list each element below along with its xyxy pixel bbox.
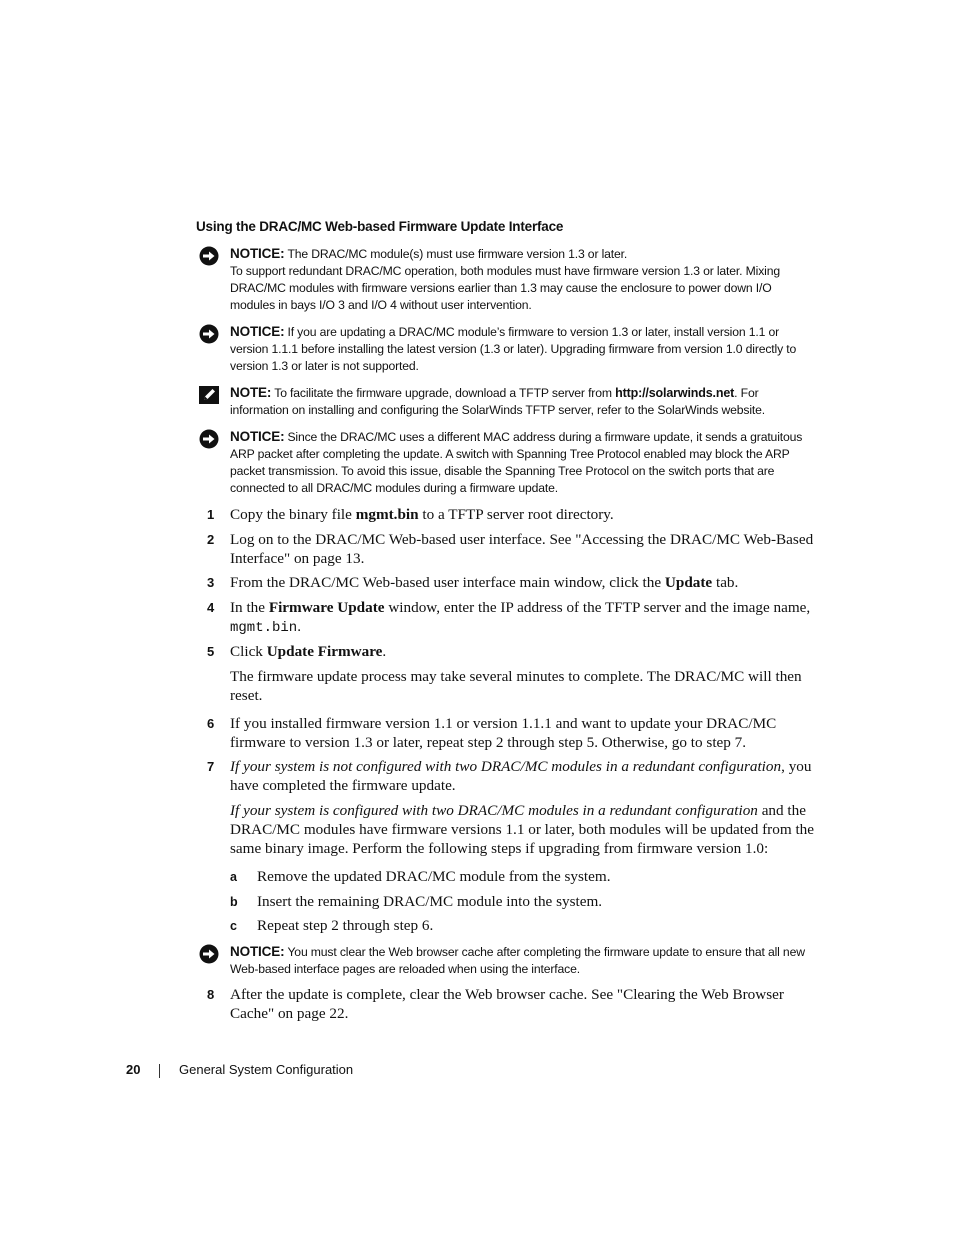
- step-6: [196, 714, 814, 752]
- step-1: [196, 505, 814, 524]
- step-text: After the update is complete, clear the Web browser cache. See "Clearing the Web Browser Cache" on page 22.: [230, 986, 784, 1022]
- step-text: tab.: [712, 574, 739, 591]
- notice-label: NOTICE:: [230, 944, 285, 959]
- step-text: , you have completed the firmware update.: [230, 758, 812, 794]
- notice-label: NOTICE:: [230, 246, 285, 261]
- step-2: [196, 530, 814, 568]
- notice-browser-cache: [196, 943, 814, 978]
- note-pencil-icon: [198, 385, 220, 405]
- file-name: mgmt.bin: [355, 506, 419, 523]
- step-text: to a TFTP server root directory.: [418, 506, 614, 523]
- step-number: 1: [207, 507, 215, 522]
- solarwinds-link[interactable]: http://solarwinds.net: [615, 386, 735, 400]
- notice-mac-address: [196, 428, 814, 497]
- step-3: [196, 573, 814, 592]
- notice-upgrade-path: [196, 323, 814, 375]
- step-7: [196, 757, 814, 795]
- step-text: In the: [230, 599, 269, 616]
- note-text-before: To facilitate the firmware upgrade, download a TFTP server from: [274, 386, 616, 400]
- step-number: 5: [207, 644, 215, 659]
- step-number: 4: [207, 600, 215, 615]
- notice-label: NOTICE:: [230, 324, 285, 339]
- image-name-code: mgmt.bin: [230, 620, 298, 636]
- step-8: [196, 985, 814, 1023]
- step-condition: If your system is configured with two DRAC/MC modules in a redundant configuration: [230, 802, 758, 819]
- step-7-redundant-note: [230, 801, 814, 858]
- notice-text: If you are updating a DRAC/MC module’s firmware to version 1.3 or later, install version 1.1 or version 1.1.1 before installing the latest version (1.3 or later). Upgrading firmware from version 1.0 directly to version 1.3 or later is not supported.: [230, 325, 797, 373]
- note-text-after: . For information on installing and configuring the SolarWinds TFTP server, refer to the SolarWinds website.: [230, 386, 765, 417]
- notice-arrow-icon: [198, 324, 220, 344]
- note-tftp-server: [196, 384, 814, 419]
- step-text: and the DRAC/MC modules have firmware versions 1.1 or later, both modules will be updated from the same binary image. Perform the following steps if upgrading from firmware version 1.0:: [230, 802, 814, 857]
- note-label: NOTE:: [230, 385, 272, 400]
- step-number: 3: [207, 575, 215, 590]
- notice-text: Since the DRAC/MC uses a different MAC address during a firmware update, it sends a gratuitous ARP packet after completing the update. A switch with Spanning Tree Protocol enabled may block the ARP packet transmission. To avoid this issue, disable the Spanning Tree Protocol on the switch ports that are connected to all DRAC/MC modules during a firmware update.: [230, 430, 803, 495]
- notice-label: NOTICE:: [230, 429, 285, 444]
- footer-divider: [159, 1064, 160, 1078]
- substep-text: Remove the updated DRAC/MC module from the system.: [257, 868, 611, 885]
- substep-a: [230, 867, 814, 886]
- page-footer: [126, 1062, 354, 1077]
- step-text: From the DRAC/MC Web-based user interface main window, click the: [230, 574, 665, 591]
- step-5-note: The firmware update process may take several minutes to complete. The DRAC/MC will then reset.: [230, 668, 802, 704]
- section-heading: Using the DRAC/MC Web-based Firmware Update Interface: [196, 219, 564, 234]
- notice-arrow-icon: [198, 429, 220, 449]
- chapter-title: General System Configuration: [179, 1062, 354, 1077]
- step-text: Click: [230, 643, 267, 660]
- update-firmware-button-label: Update Firmware: [266, 643, 383, 660]
- step-text: Copy the binary file: [230, 506, 356, 523]
- firmware-update-window-label: Firmware Update: [268, 599, 385, 616]
- notice-firmware-version: [196, 245, 814, 314]
- update-tab-label: Update: [664, 574, 713, 591]
- step-text: .: [297, 618, 302, 635]
- step-number: 6: [207, 716, 215, 731]
- step-number: 7: [207, 759, 215, 774]
- step-text: .: [382, 643, 387, 660]
- substep-letter: a: [230, 870, 237, 884]
- substep-c: [230, 916, 814, 935]
- step-number: 8: [207, 987, 215, 1002]
- notice-arrow-icon: [198, 944, 220, 964]
- step-4: [196, 598, 814, 638]
- substep-b: [230, 892, 814, 911]
- step-number: 2: [207, 532, 215, 547]
- step-5: [196, 642, 814, 661]
- substep-text: Insert the remaining DRAC/MC module into the system.: [257, 893, 603, 910]
- step-condition: If your system is not configured with two DRAC/MC modules in a redundant configuration: [230, 758, 782, 775]
- notice-text: You must clear the Web browser cache after completing the firmware update to ensure that all new Web-based interface pages are reloaded when using the interface.: [230, 945, 805, 976]
- substep-letter: b: [230, 895, 238, 909]
- substep-text: Repeat step 2 through step 6.: [257, 917, 434, 934]
- notice-arrow-icon: [198, 246, 220, 266]
- step-text: Log on to the DRAC/MC Web-based user interface. See "Accessing the DRAC/MC Web-Based Interface" on page 13.: [230, 531, 814, 567]
- substep-letter: c: [230, 919, 237, 933]
- notice-text: The DRAC/MC module(s) must use firmware version 1.3 or later.: [287, 247, 628, 261]
- step-text: window, enter the IP address of the TFTP server and the image name,: [384, 599, 811, 616]
- notice-extra-text: To support redundant DRAC/MC operation, both modules must have firmware version 1.3 or later. Mixing DRAC/MC modules with firmware versions earlier than 1.3 may cause the enclosure to power down I/O modules in bays I/O 3 and I/O 4 without user intervention.: [230, 264, 780, 312]
- page-number: 20: [126, 1062, 141, 1077]
- step-text: If you installed firmware version 1.1 or version 1.1.1 and want to update your DRAC/MC firmware to version 1.3 or later, repeat step 2 through step 5. Otherwise, go to step 7.: [230, 715, 777, 751]
